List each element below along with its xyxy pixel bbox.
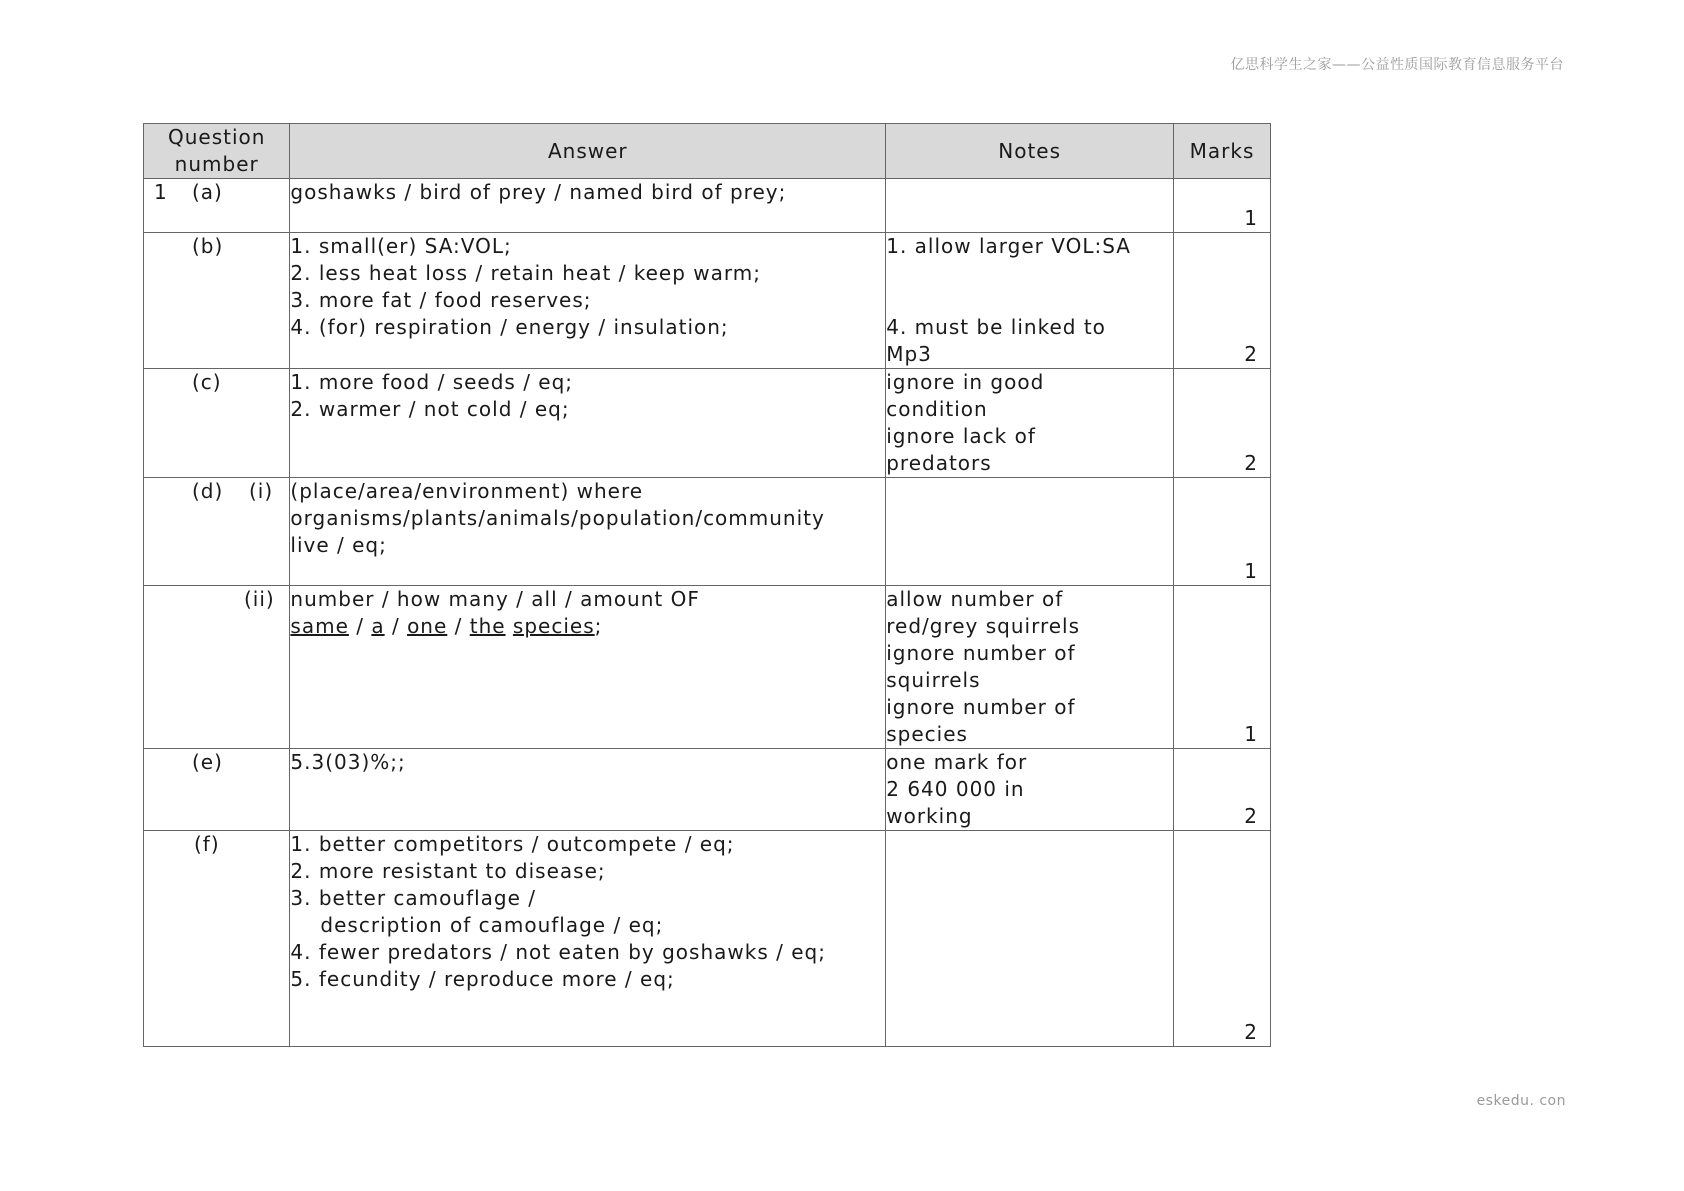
table-row [144, 233, 1271, 369]
notes-cell: allow number of red/grey squirrels ignore number of squirrels ignore number of species [886, 586, 1174, 749]
answer-cell: number / how many / all / amount OF same / a / one / the species; [290, 586, 886, 749]
question-number-cell [144, 586, 290, 749]
answer-cell: 1. better competitors / outcompete / eq; 2. more resistant to disease; 3. better camouflage / description of camouflage / eq; 4. fewer predators / not eaten by goshawks / eq; 5. fecundity / reproduce more / eq; [290, 831, 886, 1047]
question-subpart: (i) [249, 479, 274, 503]
table-row [144, 831, 1271, 1047]
question-part: (c) [192, 370, 222, 394]
mark-scheme-table [143, 123, 1271, 1047]
marks-cell [1174, 749, 1271, 831]
marks-value: 2 [1244, 342, 1258, 366]
notes-cell [886, 478, 1174, 586]
table-row [144, 478, 1271, 586]
marks-cell [1174, 478, 1271, 586]
marks-cell [1174, 369, 1271, 478]
marks-value: 1 [1244, 559, 1258, 583]
header-notes: Notes [886, 124, 1174, 179]
table-row [144, 369, 1271, 478]
question-subpart: (ii) [244, 587, 275, 611]
answer-cell: 1. small(er) SA:VOL; 2. less heat loss / retain heat / keep warm; 3. more fat / food reserves; 4. (for) respiration / energy / insulation; [290, 233, 886, 369]
marks-cell [1174, 179, 1271, 233]
question-number-cell [144, 749, 290, 831]
marks-value: 1 [1244, 206, 1258, 230]
marks-value: 2 [1244, 804, 1258, 828]
marks-cell [1174, 831, 1271, 1047]
site-footer-domain: eskedu. con [1476, 1093, 1566, 1109]
question-number-cell [144, 478, 290, 586]
notes-cell [886, 831, 1174, 1047]
header-answer: Answer [290, 124, 886, 179]
header-marks: Marks [1174, 124, 1271, 179]
table-row [144, 586, 1271, 749]
question-part: (e) [192, 750, 223, 774]
answer-cell: 1. more food / seeds / eq; 2. warmer / not cold / eq; [290, 369, 886, 478]
question-part: (b) [192, 234, 224, 258]
table-row [144, 749, 1271, 831]
question-part: (a) [192, 180, 223, 204]
question-number-cell [144, 369, 290, 478]
marks-value: 2 [1244, 451, 1258, 475]
marks-cell [1174, 586, 1271, 749]
question-part: (f) [194, 832, 220, 856]
table-header-row [144, 124, 1271, 179]
table-row [144, 179, 1271, 233]
question-number-cell [144, 831, 290, 1047]
question-number-cell [144, 179, 290, 233]
question-part: (d) [192, 479, 224, 503]
answer-cell: goshawks / bird of prey / named bird of prey; [290, 179, 886, 233]
answer-cell: (place/area/environment) where organisms/plants/animals/population/community live / eq; [290, 478, 886, 586]
header-question-number: Question number [144, 124, 290, 179]
notes-cell: 1. allow larger VOL:SA 4. must be linked to Mp3 [886, 233, 1174, 369]
question-main-number: 1 [154, 180, 168, 204]
marks-value: 2 [1244, 1020, 1258, 1044]
question-number-cell [144, 233, 290, 369]
notes-cell: one mark for 2 640 000 in working [886, 749, 1174, 831]
notes-cell: ignore in good condition ignore lack of predators [886, 369, 1174, 478]
answer-cell: 5.3(03)%;; [290, 749, 886, 831]
marks-value: 1 [1244, 722, 1258, 746]
notes-cell [886, 179, 1174, 233]
site-header-text: 亿思科学生之家——公益性质国际教育信息服务平台 [1230, 57, 1564, 73]
marks-cell [1174, 233, 1271, 369]
